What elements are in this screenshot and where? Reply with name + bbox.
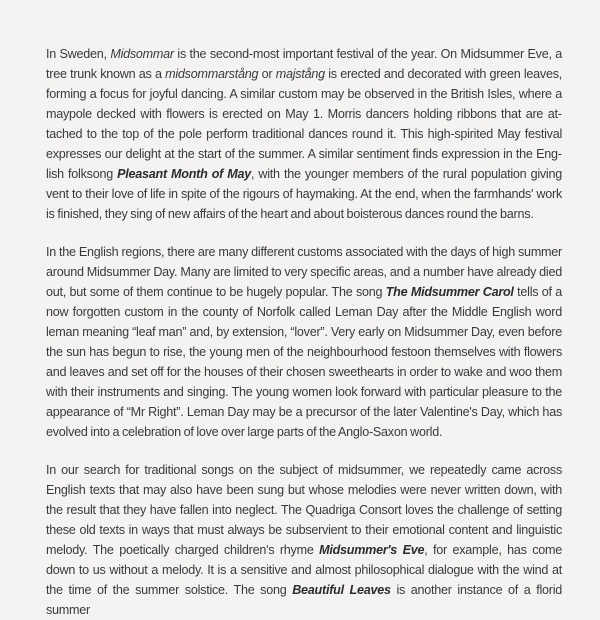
italic-term: Midsommar xyxy=(110,47,174,61)
text-run: In the English regions, there are many different customs associated with the days of high summer around Midsummer Day. Many are limited to very specific areas, and a number have already died out, but some of them continue to be hugely popular. The song xyxy=(46,245,562,299)
text-run: or xyxy=(258,67,276,81)
text-run: is the second-most important festival of the year. On Midsummer Eve, a tree trunk known as a xyxy=(46,47,563,81)
italic-term: midsommarstång xyxy=(165,67,259,81)
song-title: Beautiful Leaves xyxy=(292,583,391,597)
paragraph-english-customs xyxy=(46,242,562,442)
song-title: The Midsummer Carol xyxy=(385,285,514,299)
italic-term: majstång xyxy=(275,67,325,81)
paragraph-midsommar xyxy=(46,44,562,224)
text-run: , with the younger members of the rural population giving vent to their love of life in spite of the rigours of haymaking. At the end, when the farmhands' work is finished, they sing of new affairs of the heart and about boisterous dances round the barns. xyxy=(46,167,562,221)
text-run: , for example, has come down to us without a melody. It is a sensitive and almost philosophical dialogue with the wind at the time of the summer solstice. The song xyxy=(46,543,562,597)
text-run: In our search for traditional songs on the subject of midsummer, we repeatedly came across English texts that may also have been sung but whose melodies were never written down, with the result that they have fallen into neglect. The Quadriga Consort loves the challenge of setting these old texts in ways that must always be subservient to their emotional content and linguistic melody. The poetically charged children's rhyme xyxy=(46,463,562,557)
paragraph-traditional-songs xyxy=(46,460,562,620)
song-title: Pleasant Month of May xyxy=(117,167,252,181)
text-run: In Sweden, xyxy=(46,47,111,61)
text-run: is erected and decorated with green leaves, forming a focus for joyful dancing. A similar custom may be observed in the British Isles, where a maypole decked with flowers is erected on May 1. Morris dancers holding ribbons that are attached to the top of the pole perform traditional dances round it. This high-spirited May festival expresses our delight at the start of the summer. A similar sentiment finds expression in the English folksong xyxy=(46,67,562,181)
song-title: Midsummer's Eve xyxy=(319,543,425,557)
text-run: tells of a now forgotten custom in the county of Norfolk called Leman Day after the Middle English word leman meaning “leaf man” and, by extension, “lover”. Very early on Midsummer Day, even before the sun has begun to rise, the young men of the neighbourhood festoon themselves with flowers and leaves and set off for the houses of their chosen sweethearts in order to wake and woo them with their instruments and singing. The young women look forward with particular pleasure to the appearance of “Mr Right”. Leman Day may be a precursor of the later Valentine's Day, which has evolved into a celebration of love over large parts of the Anglo-Saxon world. xyxy=(46,285,562,439)
text-run: is another instance of a florid summer xyxy=(46,583,562,617)
